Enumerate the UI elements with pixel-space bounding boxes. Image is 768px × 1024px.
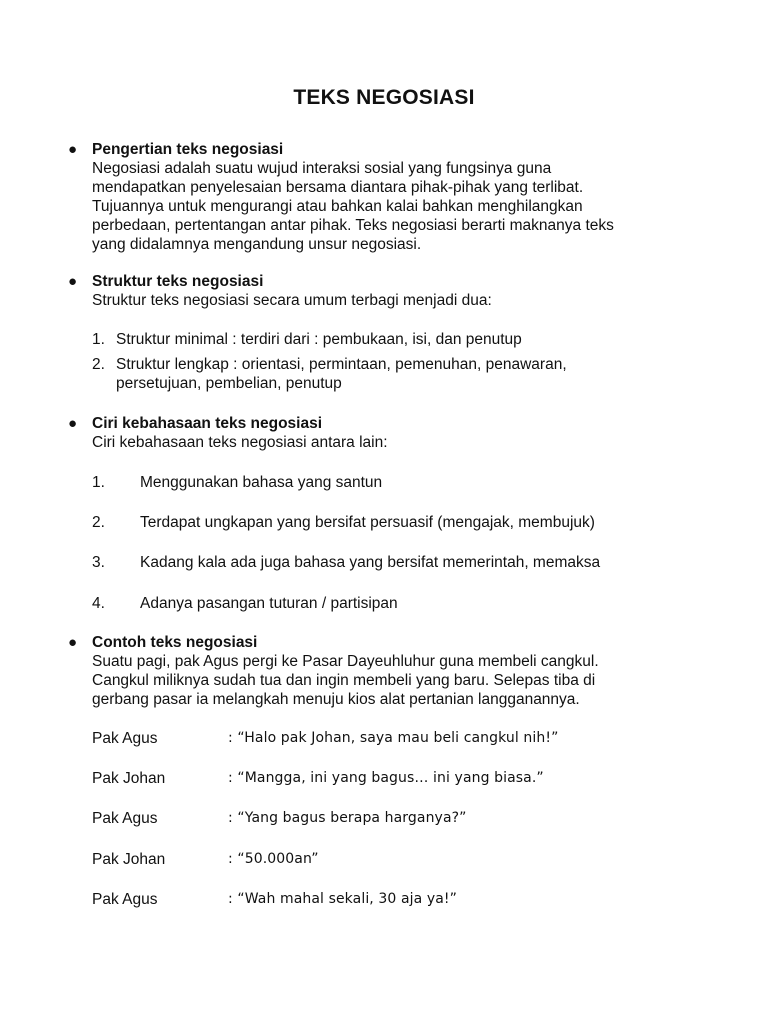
- bullet-icon: ●: [68, 634, 78, 651]
- paragraph-line: Suatu pagi, pak Agus pergi ke Pasar Dayeuhluhur guna membeli cangkul.: [92, 653, 599, 670]
- dialog-speaker: Pak Johan: [92, 770, 166, 787]
- list-item: [92, 330, 692, 349]
- section-heading: Struktur teks negosiasi: [92, 273, 264, 290]
- list-text: persetujuan, pembelian, penutup: [116, 375, 342, 392]
- list-number: 3.: [92, 554, 105, 571]
- dialog-speaker: Pak Agus: [92, 810, 158, 827]
- section-ciri-kebahasaan: [68, 414, 682, 452]
- bullet-icon: ●: [68, 141, 78, 158]
- section-struktur: [68, 272, 682, 310]
- dialog-speaker: Pak Agus: [92, 891, 158, 908]
- dialog-speaker: Pak Agus: [92, 730, 158, 747]
- dialog-speech: : “Wah mahal sekali, 30 aja ya!”: [228, 891, 457, 907]
- list-text: Struktur lengkap : orientasi, permintaan, pemenuhan, penawaran,: [116, 356, 567, 373]
- dialog-speech: : “Halo pak Johan, saya mau beli cangkul nih!”: [228, 730, 559, 746]
- list-item: [92, 594, 692, 613]
- section-pengertian: [68, 140, 682, 254]
- list-text: Struktur minimal : terdiri dari : pembukaan, isi, dan penutup: [116, 331, 522, 348]
- bullet-icon: ●: [68, 273, 78, 290]
- list-text: Menggunakan bahasa yang santun: [140, 474, 383, 491]
- list-item: [92, 553, 692, 572]
- list-text: Adanya pasangan tuturan / partisipan: [140, 595, 398, 612]
- paragraph-line: Ciri kebahasaan teks negosiasi antara lain:: [92, 434, 388, 451]
- section-paragraph: [92, 159, 682, 254]
- list-text: Kadang kala ada juga bahasa yang bersifat memerintah, memaksa: [140, 554, 601, 571]
- list-item: [92, 513, 692, 532]
- section-paragraph: [92, 433, 682, 452]
- section-heading: Pengertian teks negosiasi: [92, 141, 284, 158]
- section-heading: Contoh teks negosiasi: [92, 634, 258, 651]
- list-number: 2.: [92, 514, 105, 531]
- section-contoh: [68, 633, 682, 709]
- list-item: [92, 473, 692, 492]
- paragraph-line: perbedaan, pertentangan antar pihak. Teks negosiasi berarti maknanya teks: [92, 217, 614, 234]
- list-number: 2.: [92, 356, 105, 373]
- paragraph-line: mendapatkan penyelesaian bersama diantara pihak-pihak yang terlibat.: [92, 179, 584, 196]
- dialog-speech: : “Mangga, ini yang bagus… ini yang biasa.”: [228, 770, 544, 786]
- paragraph-line: Struktur teks negosiasi secara umum terbagi menjadi dua:: [92, 292, 492, 309]
- paragraph-line: gerbang pasar ia melangkah menuju kios alat pertanian langganannya.: [92, 691, 580, 708]
- list-number: 4.: [92, 595, 105, 612]
- list-text: Terdapat ungkapan yang bersifat persuasif (mengajak, membujuk): [140, 514, 595, 531]
- paragraph-line: Negosiasi adalah suatu wujud interaksi sosial yang fungsinya guna: [92, 160, 552, 177]
- dialog-speaker: Pak Johan: [92, 851, 166, 868]
- section-paragraph: [92, 652, 682, 709]
- list-item: [92, 355, 692, 393]
- paragraph-line: Cangkul miliknya sudah tua dan ingin membeli yang baru. Selepas tiba di: [92, 672, 596, 689]
- list-number: 1.: [92, 474, 105, 491]
- list-number: 1.: [92, 331, 105, 348]
- paragraph-line: Tujuannya untuk mengurangi atau bahkan kalai bahkan menghilangkan: [92, 198, 583, 215]
- section-paragraph: [92, 291, 682, 310]
- section-heading: Ciri kebahasaan teks negosiasi: [92, 415, 323, 432]
- paragraph-line: yang didalamnya mengandung unsur negosiasi.: [92, 236, 422, 253]
- dialog-speech: : “Yang bagus berapa harganya?”: [228, 810, 467, 826]
- document-title: TEKS NEGOSIASI: [293, 86, 475, 109]
- dialog-speech: : “50.000an”: [228, 851, 319, 867]
- bullet-icon: ●: [68, 415, 78, 432]
